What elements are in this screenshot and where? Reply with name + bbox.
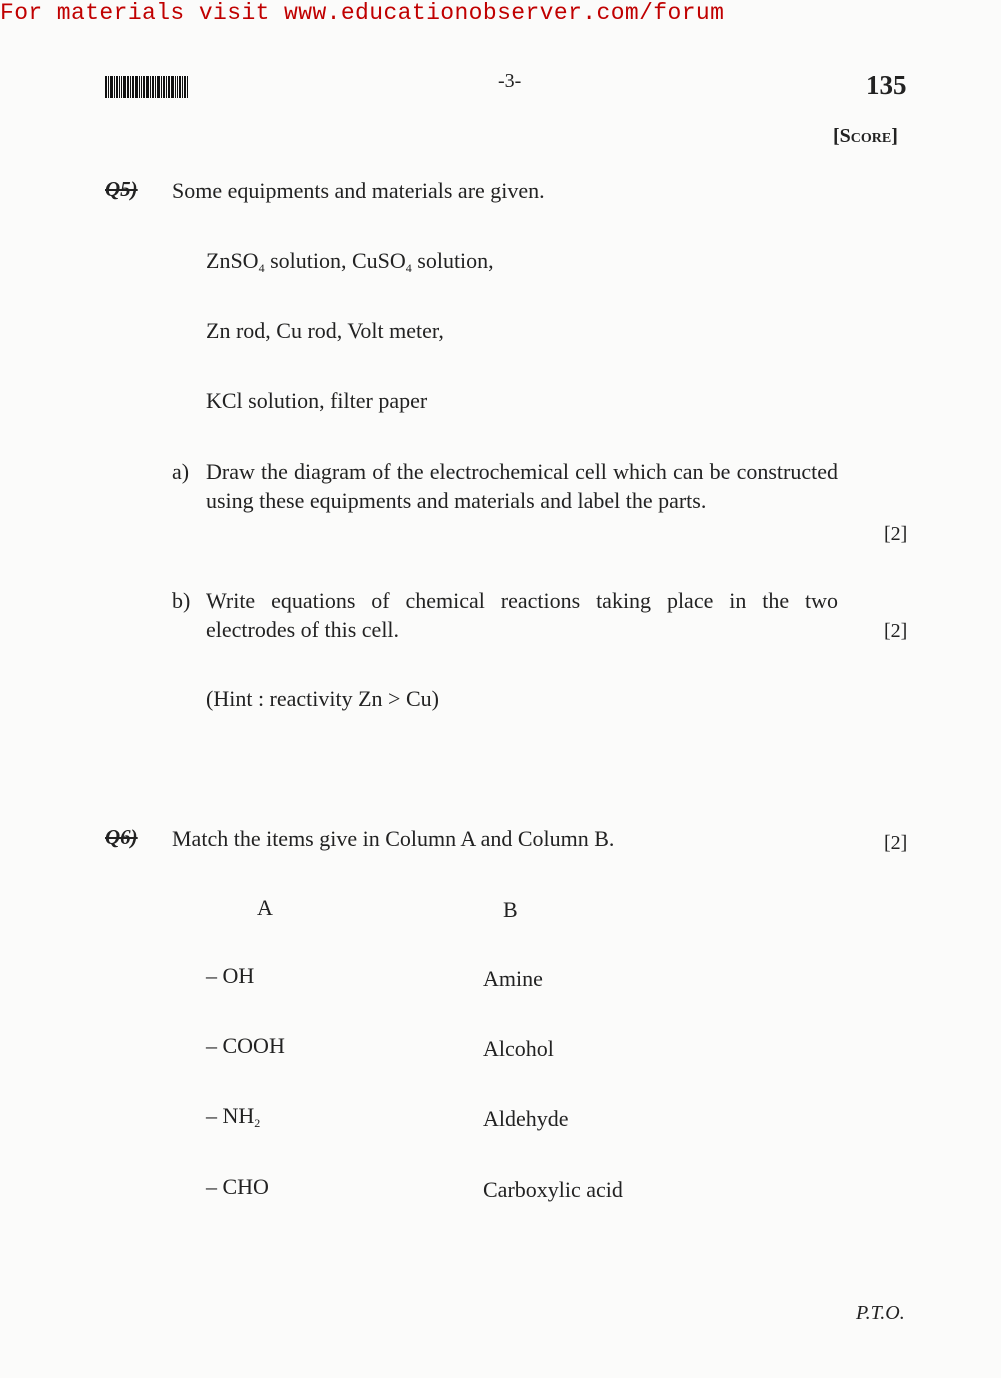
match-b-1: Amine — [483, 966, 543, 991]
q5a-marks: [2] — [884, 523, 908, 545]
match-a-1: – OH — [206, 963, 255, 988]
column-a-header: A — [257, 895, 273, 920]
q5b-label: b) — [172, 588, 191, 613]
q5-number: Q5) — [105, 177, 138, 201]
match-a-4: – CHO — [206, 1174, 269, 1199]
q6-number: Q6) — [105, 825, 138, 849]
watermark-text: For materials visit www.educationobserver.com/forum — [0, 0, 725, 26]
score-label-text: Score — [839, 125, 892, 147]
match-a-3-sub: 2 — [254, 1116, 261, 1130]
page-number: -3- — [498, 70, 522, 92]
score-label: [Score] — [833, 125, 898, 147]
mat-zn-sub: 4 — [258, 261, 265, 275]
q5a-text: Draw the diagram of the electrochemical cell which can be constructed using these equipments and materials and label the parts. — [206, 459, 838, 513]
paper-code: 135 — [866, 70, 907, 100]
q5-materials-line2: Zn rod, Cu rod, Volt meter, — [206, 318, 444, 343]
match-a-2: – COOH — [206, 1033, 285, 1058]
barcode-icon — [105, 76, 189, 98]
mat-cu: solution, CuSO — [264, 248, 406, 273]
q5b-text: Write equations of chemical reactions taking place in the two electrodes of this cell. — [206, 588, 838, 642]
match-b-2: Alcohol — [483, 1036, 554, 1061]
match-a-3 — [206, 1101, 260, 1138]
q6-marks: [2] — [884, 832, 908, 854]
q5a-label: a) — [172, 459, 190, 484]
match-b-4: Carboxylic acid — [483, 1177, 623, 1202]
pto-label: P.T.O. — [856, 1302, 905, 1324]
q6-text: Match the items give in Column A and Column B. — [172, 826, 615, 851]
q5-hint: (Hint : reactivity Zn > Cu) — [206, 686, 439, 711]
column-b-header: B — [503, 897, 518, 922]
mat-end: solution, — [411, 248, 494, 273]
match-b-3: Aldehyde — [483, 1106, 569, 1131]
q5-materials-line3: KCl solution, filter paper — [206, 388, 428, 413]
q5b-marks: [2] — [884, 620, 908, 642]
mat-zn: ZnSO — [206, 248, 259, 273]
q5-intro: Some equipments and materials are given. — [172, 178, 545, 203]
mat-cu-sub: 4 — [405, 261, 412, 275]
match-a-3-text: – NH — [206, 1103, 255, 1128]
q5-materials-line1 — [206, 246, 494, 283]
